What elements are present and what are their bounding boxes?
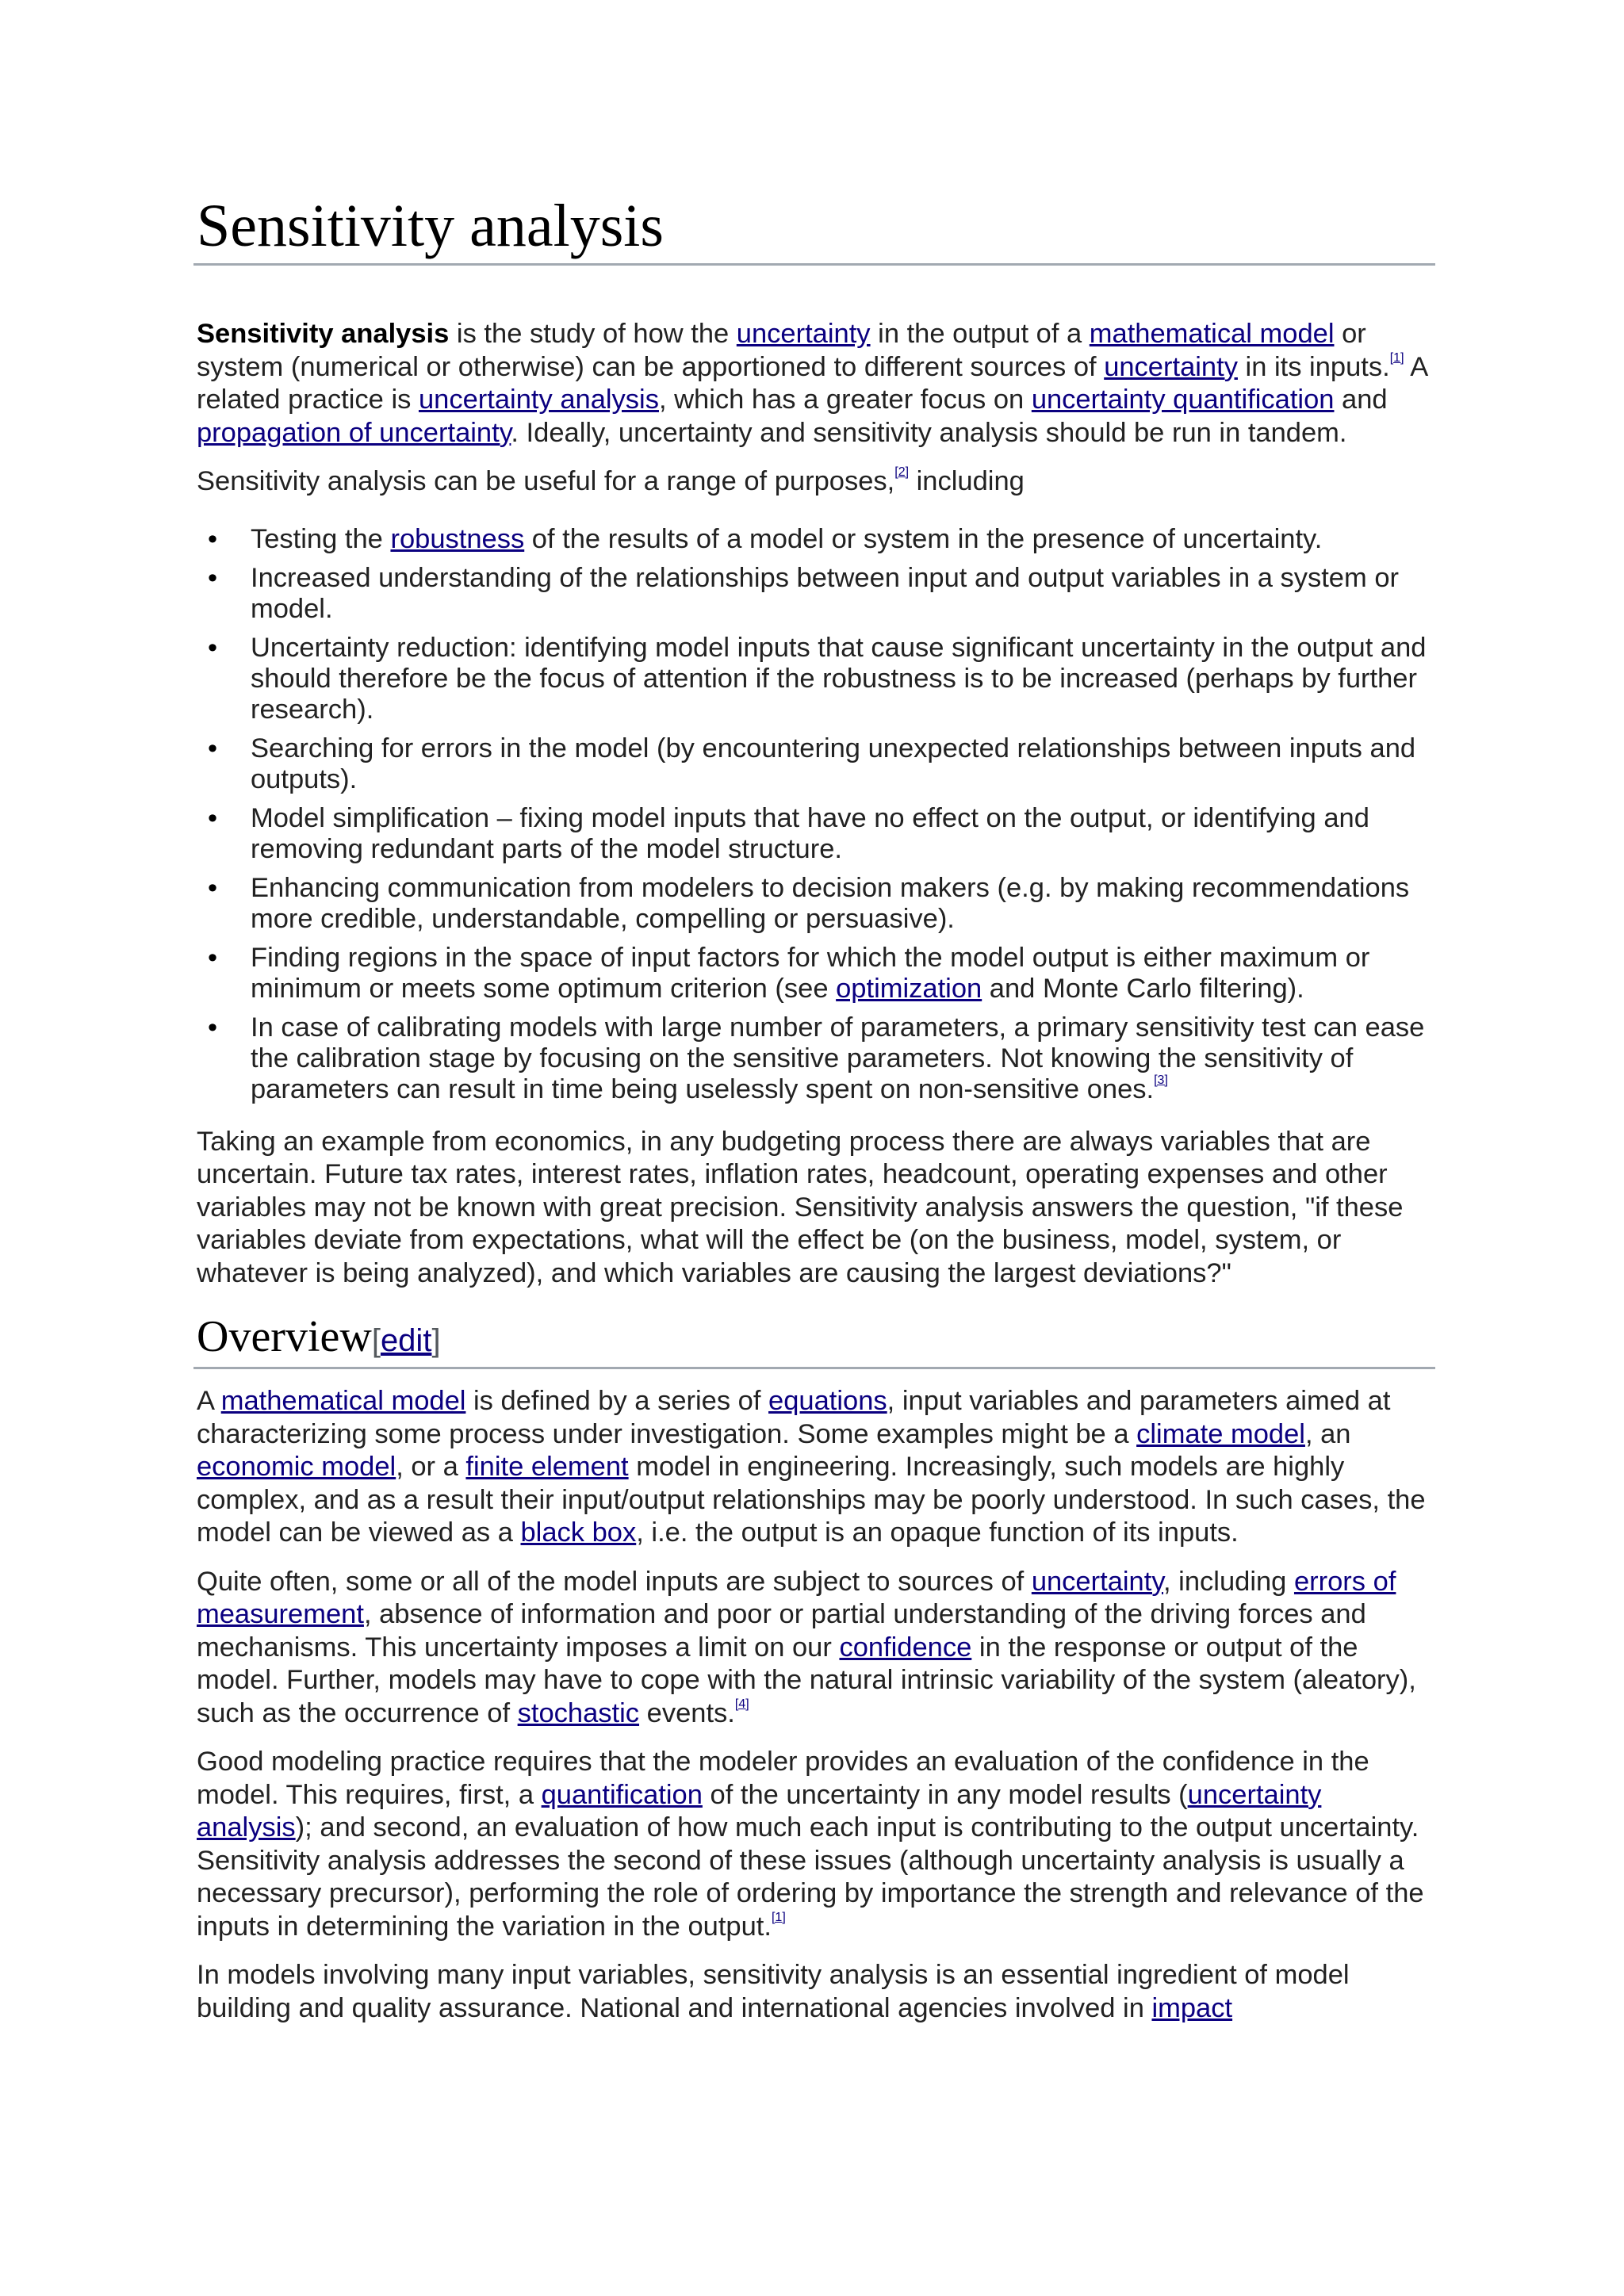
reference-1[interactable]: [1] [1389,350,1404,365]
link-uncertainty-analysis-2[interactable]: uncertainty analysis [197,1779,1322,1843]
edit-link[interactable]: edit [380,1323,432,1358]
bullet-icon: • [207,733,218,763]
link-black-box[interactable]: black box [520,1517,637,1548]
link-errors-of-measurement[interactable]: errors of measurement [197,1566,1396,1629]
link-stochastic[interactable]: stochastic [517,1697,640,1728]
overview-paragraph-3: Good modeling practice requires that the modeler provides an evaluation of the confidence in the model. This requires, first, a quantification of the uncertainty in any model results (uncertainty analysis); and second, an evaluation of how much each input is contributing to the output uncertainty. Sensitivity analysis addresses the second of these issues (although uncertainty analysis is usually a necessary precursor), performing the role of ordering by importance the strength and relevance of the inputs in determining the variation in the output.[1] [197,1747,1424,1942]
overview-paragraph-4: In models involving many input variables, sensitivity analysis is an essential ingredient of model building and quality assurance. National and international agencies involved in impact [197,1960,1350,2023]
link-propagation-of-uncertainty[interactable]: propagation of uncertainty [197,417,511,448]
link-impact[interactable]: impact [1151,1992,1233,2023]
reference-3[interactable]: [3] [1154,1073,1168,1087]
purposes-list [193,524,1435,1105]
overview-paragraph-1: A mathematical model is defined by a series of equations, input variables and parameters aimed at characterizing some process under investigation. Some examples might be a climate model, an economic model, or a finite element model in engineering. Increasingly, such models are highly complex, and as a result their input/output relationships may be poorly understood. In such cases, the model can be viewed as a black box, i.e. the output is an opaque function of its inputs. [197,1386,1426,1548]
link-climate-model[interactable]: climate model [1136,1418,1305,1449]
list-item: • In case of calibrating models with large number of parameters, a primary sensitivity test can ease the calibration stage by focusing on the sensitive parameters. Not knowing the sensitivity of parameters can result in time being uselessly spent on non-sensitive ones.[3] [193,1012,1435,1105]
link-finite-element[interactable]: finite element [465,1452,629,1482]
reference-1-repeat[interactable]: [1] [771,1910,786,1924]
intro-bold-term: Sensitivity analysis [197,319,450,349]
bullet-icon: • [207,802,218,833]
link-mathematical-model-2[interactable]: mathematical model [220,1386,466,1416]
list-item: • Searching for errors in the model (by encountering unexpected relationships between inputs and outputs). [193,733,1435,795]
overview-paragraph-2: Quite often, some or all of the model inputs are subject to sources of uncertainty, including errors of measurement, absence of information and poor or partial understanding of the driving forces and mechanisms. This uncertainty imposes a limit on our confidence in the response or output of the model. Further, models may have to cope with the natural intrinsic variability of the system (aleatory), such as the occurrence of stochastic events.[4] [197,1566,1416,1728]
link-uncertainty-2[interactable]: uncertainty [1104,351,1238,382]
economics-paragraph: Taking an example from economics, in any budgeting process there are always variables that are uncertain. Future tax rates, interest rates, inflation rates, headcount, operating expenses and other variables may not be known with great precision. Sensitivity analysis answers the question, "if these variables deviate from expectations, what will the effect be (on the business, model, system, or whatever is being analyzed), and which variables are causing the largest deviations?" [197,1126,1404,1288]
link-uncertainty[interactable]: uncertainty [736,319,871,349]
bullet-icon: • [207,523,218,554]
link-optimization[interactable]: optimization [836,973,982,1004]
link-quantification[interactable]: quantification [541,1779,703,1810]
link-confidence[interactable]: confidence [839,1632,972,1663]
list-item: • Increased understanding of the relationships between input and output variables in a system or model. [193,563,1435,625]
list-item: • Finding regions in the space of input factors for which the model output is either maximum or minimum or meets some optimum criterion (see optimization and Monte Carlo filtering). [193,943,1435,1004]
bullet-icon: • [207,562,218,593]
link-uncertainty-quantification[interactable]: uncertainty quantification [1031,385,1335,415]
link-equations[interactable]: equations [768,1386,887,1416]
bullet-icon: • [207,1012,218,1043]
bullet-icon: • [207,942,218,973]
overview-heading: Overview[edit] [193,1311,1435,1369]
link-robustness[interactable]: robustness [390,523,525,554]
list-item: • Model simplification – fixing model inputs that have no effect on the output, or identifying and removing redundant parts of the model structure. [193,803,1435,865]
list-item: • Testing the robustness of the results of a model or system in the presence of uncertainty. [193,524,1435,555]
link-economic-model[interactable]: economic model [197,1452,396,1482]
bullet-icon: • [207,632,218,663]
list-item: • Enhancing communication from modelers to decision makers (e.g. by making recommendations more credible, understandable, compelling or persuasive). [193,873,1435,935]
list-item: • Uncertainty reduction: identifying model inputs that cause significant uncertainty in the output and should therefore be the focus of attention if the robustness is to be increased (perhaps by further research). [193,633,1435,725]
link-uncertainty-3[interactable]: uncertainty [1031,1566,1164,1597]
purposes-paragraph: Sensitivity analysis can be useful for a range of purposes,[2] including [197,465,1025,496]
link-uncertainty-analysis[interactable]: uncertainty analysis [418,385,659,415]
link-mathematical-model[interactable]: mathematical model [1089,319,1335,349]
reference-2[interactable]: [2] [894,465,910,479]
intro-paragraph: Sensitivity analysis is the study of how the uncertainty in the output of a mathematical model or system (numerical or otherwise) can be apportioned to different sources of uncertainty in its inputs.[1] A related practice is uncertainty analysis, which has a greater focus on uncertainty quantification and propagation of uncertainty. Ideally, uncertainty and sensitivity analysis should be run in tandem. [197,319,1427,448]
bullet-icon: • [207,872,218,903]
article [193,190,1435,2041]
edit-section: [edit] [371,1323,441,1358]
page-title: Sensitivity analysis [193,190,1435,266]
reference-4[interactable]: [4] [734,1697,749,1711]
